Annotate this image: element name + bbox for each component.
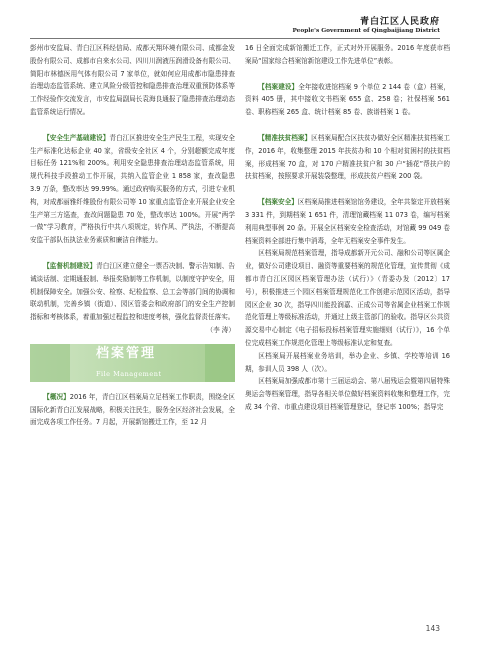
paragraph (30, 391, 235, 429)
paragraph (245, 81, 450, 119)
page-header (292, 14, 440, 34)
banner-title-cn: 档案管理 (96, 345, 157, 361)
section-tag: 【档案安全】 (258, 198, 298, 207)
section-tag: 【监督机制建设】 (43, 261, 97, 270)
section-overview (30, 391, 235, 429)
section-supervise (30, 260, 235, 337)
banner-title-en: File Management (96, 369, 162, 378)
paragraph: 区档案局开展档案业务培训，举办企业、乡镇、学校等培训 16 期，参训人员 398 人（次）。 (245, 351, 450, 373)
paragraph (245, 196, 450, 247)
banner-decoration (30, 344, 70, 382)
paragraph: 16 日全面完成新馆搬迁工作，正式对外开展服务。2016 年度获市档案局“国家综合档案馆新馆建设工作先进单位”表彰。 (245, 44, 450, 65)
paragraph: 彭州市安监局、青白江区科经信局、成都天翔环境有限公司、成都金发股份有限公司、成都市自来水公司、四川川润液压润滑设备有限公司、简阳市林德医用气体有限公司 7 家单位，就如何应用成都市隐患排查治理动态监管系统、建立风险分级管控和隐患排查治理双重预防体系等工作经验作交流发言，市安监局副局长袁海良通报了隐患排查治理动态监管系统运行情况。 (30, 44, 235, 116)
paragraph: 区档案局加强成都市第十三届运动会、第八届残运会暨第四届特殊奥运会等档案管理，指导各相关单位做好档案资料收集和整理工作，完成 34 个省、市重点建设项目档案管理登记，登记率 100%；指导完 (245, 377, 450, 411)
paragraph: 区档案局规范档案管理，指导成都新开元公司、融和公司等区属企业，做好公司建设项目、融资等重要档案的规范化管理，宣传贯彻《成都市青白江区园区档案管理办法（试行）》（青委办发〔2012〕17 号），积极推进三个园区档案管理规范化工作创建示范园区活动，指导园区企业 30 次，指导四川能投润嘉、正成公司等省属企业档案工作规范化管理上等级标准活动，并通过上级主管部门的验收。指导区公共资源交易中心制定《电子招标投标档案管理实施细则（试行）》，16 个单位完成档案工作规范化管理上等级标准认定和复查。 (245, 249, 450, 347)
page-number: 143 (425, 624, 440, 633)
left-column (30, 42, 235, 442)
section-tag: 【档案建设】 (258, 82, 299, 91)
banner-decoration (205, 344, 235, 382)
section-body: 全年接收进馆档案 9 个单位 2 144 卷（盒）档案，资料 405 册，其中接收文书档案 655 盒、258 卷；社保档案 561 卷、职称档案 265 盒、统计档案 85 卷、族谱档案 1 卷。 (245, 82, 450, 117)
section-poverty (245, 132, 450, 183)
continued-paragraph (245, 42, 450, 68)
paragraph (30, 260, 235, 324)
intro-paragraph (30, 42, 235, 119)
section-body: 区档案局配合区扶贫办做好全区精准扶贫档案工作，2016 年，收集整理 2015 年扶贫办和 10 个相对贫困村的扶贫档案，形成档案 70 盒，对 170 户精准扶贫户和 30 户“插花”帮扶户的扶贫档案，按照要求开展装袋整理，形成扶贫户档案 200 袋。 (245, 133, 451, 181)
section-body: 区档案局推进档案馆馆务建设，全年共鉴定开放档案 3 331 件，到期档案 1 651 件，清理馆藏档案 11 073 卷，编写档案利用典型事例 20 条。开展全区档案安全检查活动，对馆藏 99 049 卷档案资料全部进行集中消毒，全年无档案安全事件发生。 (245, 198, 451, 245)
section-safety (30, 132, 235, 247)
section-tag: 【安全生产基础建设】 (43, 133, 110, 142)
right-column (245, 42, 450, 414)
section-banner (30, 344, 235, 382)
section-body: 青白江区推进安全生产民生工程，实现安全生产标准化达标企业 40 家，省级安全社区 4 个，分别超额完成年度目标任务 121%和 200%。利用安全隐患排查治理动态监管系统，用规代科技手段推动工作开展，共纳入监管企业 1 858 家，查改隐患 3.9 万条，整改率达 99.99%。通过政府购买服务的方式，引进专业机构，对成都丽雅纤维股份有限公司等 10 家重点监管企业开展企业安全生产第三方巡查，查改问题隐患 70 处，整改率达 100%。开展“两学一做”学习教育，严格执行中共八项规定，转作风、严执法，不断提高安监干部队伍执法业务素质和廉洁自律能力。 (30, 133, 236, 245)
header-title-en: People's Government of Qingbaijiang District (292, 28, 440, 34)
section-build (245, 81, 450, 119)
paragraph (30, 132, 235, 247)
header-rule (30, 38, 440, 39)
header-title-cn: 青白江区人民政府 (359, 17, 440, 27)
section-tag: 【概况】 (43, 392, 70, 401)
section-tag: 【精准扶贫档案】 (258, 133, 312, 142)
section-security (245, 196, 450, 414)
section-body: 2016 年，青白江区档案局立足档案工作职责，围绕全区国际化新青白江发展战略，积极关注民生，服务全区经济社会发展，全面完成各项工作任务。7 月起，开展新馆搬迁工作，至 12 月 (30, 392, 235, 427)
author-credit: （李 涛） (206, 325, 235, 334)
section-body: 青白江区建立健全一票否决制、警示告知制、告诫谈话制、定期通报制、举报奖励制等工作机制，以制度守护安全，用机制保障安全。加强公安、检察、纪检监察、总工会等部门间的协调和联动机制，完善乡镇（街道）、园区管委会和政府部门的安全生产控制指标和考核体系，着重加强过程监控和进度考核，强化监督责任落实。 (30, 261, 236, 322)
paragraph (245, 132, 450, 183)
